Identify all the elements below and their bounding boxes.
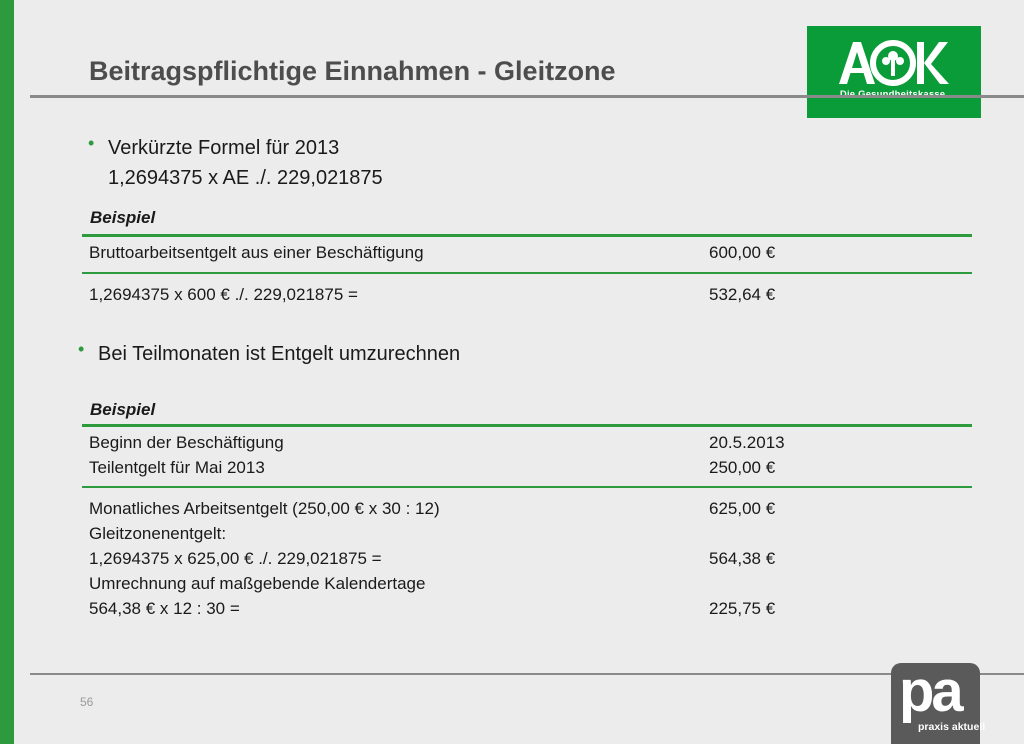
left-accent-bar <box>0 0 14 744</box>
bullet-teilmonate <box>78 339 461 369</box>
example-top-rule <box>82 234 972 237</box>
pa-tagline: praxis aktuell <box>918 721 986 733</box>
praxis-aktuell-logo <box>891 659 986 744</box>
example-row-label: Teilentgelt für Mai 2013 <box>89 458 265 477</box>
example-row-label: Gleitzonenentgelt: <box>89 524 227 543</box>
pa-wordmark: pa <box>899 659 961 724</box>
example-row-value: 625,00 € <box>709 499 776 518</box>
example-row-label: Umrechnung auf maßgebende Kalendertage <box>89 574 426 593</box>
example-row-label: Bruttoarbeitsentgelt aus einer Beschäftigung <box>89 243 424 262</box>
example-row-label: 564,38 € x 12 : 30 = <box>89 599 240 618</box>
bullet-formula <box>88 133 383 193</box>
example-row-rule <box>82 272 972 274</box>
example-heading: Beispiel <box>90 400 156 419</box>
example-row-value: 532,64 € <box>709 285 776 304</box>
bullet-text: Verkürzte Formel für 2013 <box>108 137 340 159</box>
aok-wordmark-icon <box>837 36 951 88</box>
example-row-value: 225,75 € <box>709 599 776 618</box>
example-row-label: Monatliches Arbeitsentgelt (250,00 € x 30 : 12) <box>89 499 440 518</box>
example-top-rule <box>82 424 972 427</box>
example-row-rule <box>82 486 972 488</box>
example-row-label: 1,2694375 x 625,00 € ./. 229,021875 = <box>89 549 382 568</box>
page-title: Beitragspflichtige Einnahmen - Gleitzone <box>89 56 616 86</box>
aok-logo <box>807 26 981 118</box>
example-row-value: 20.5.2013 <box>709 433 785 452</box>
bullet-dot-icon: • <box>88 133 95 153</box>
header-divider <box>30 95 1024 98</box>
example-row-label: 1,2694375 x 600 € ./. 229,021875 = <box>89 285 358 304</box>
example-row-value: 250,00 € <box>709 458 776 477</box>
example-heading: Beispiel <box>90 208 156 227</box>
footer-divider <box>30 673 1024 675</box>
example-row-value: 564,38 € <box>709 549 776 568</box>
bullet-text: Bei Teilmonaten ist Entgelt umzurechnen <box>98 343 461 365</box>
example-row-label: Beginn der Beschäftigung <box>89 433 284 452</box>
bullet-text: 1,2694375 x AE ./. 229,021875 <box>108 167 383 189</box>
example-row-value: 600,00 € <box>709 243 776 262</box>
bullet-dot-icon: • <box>78 339 85 359</box>
page-number: 56 <box>80 695 94 709</box>
